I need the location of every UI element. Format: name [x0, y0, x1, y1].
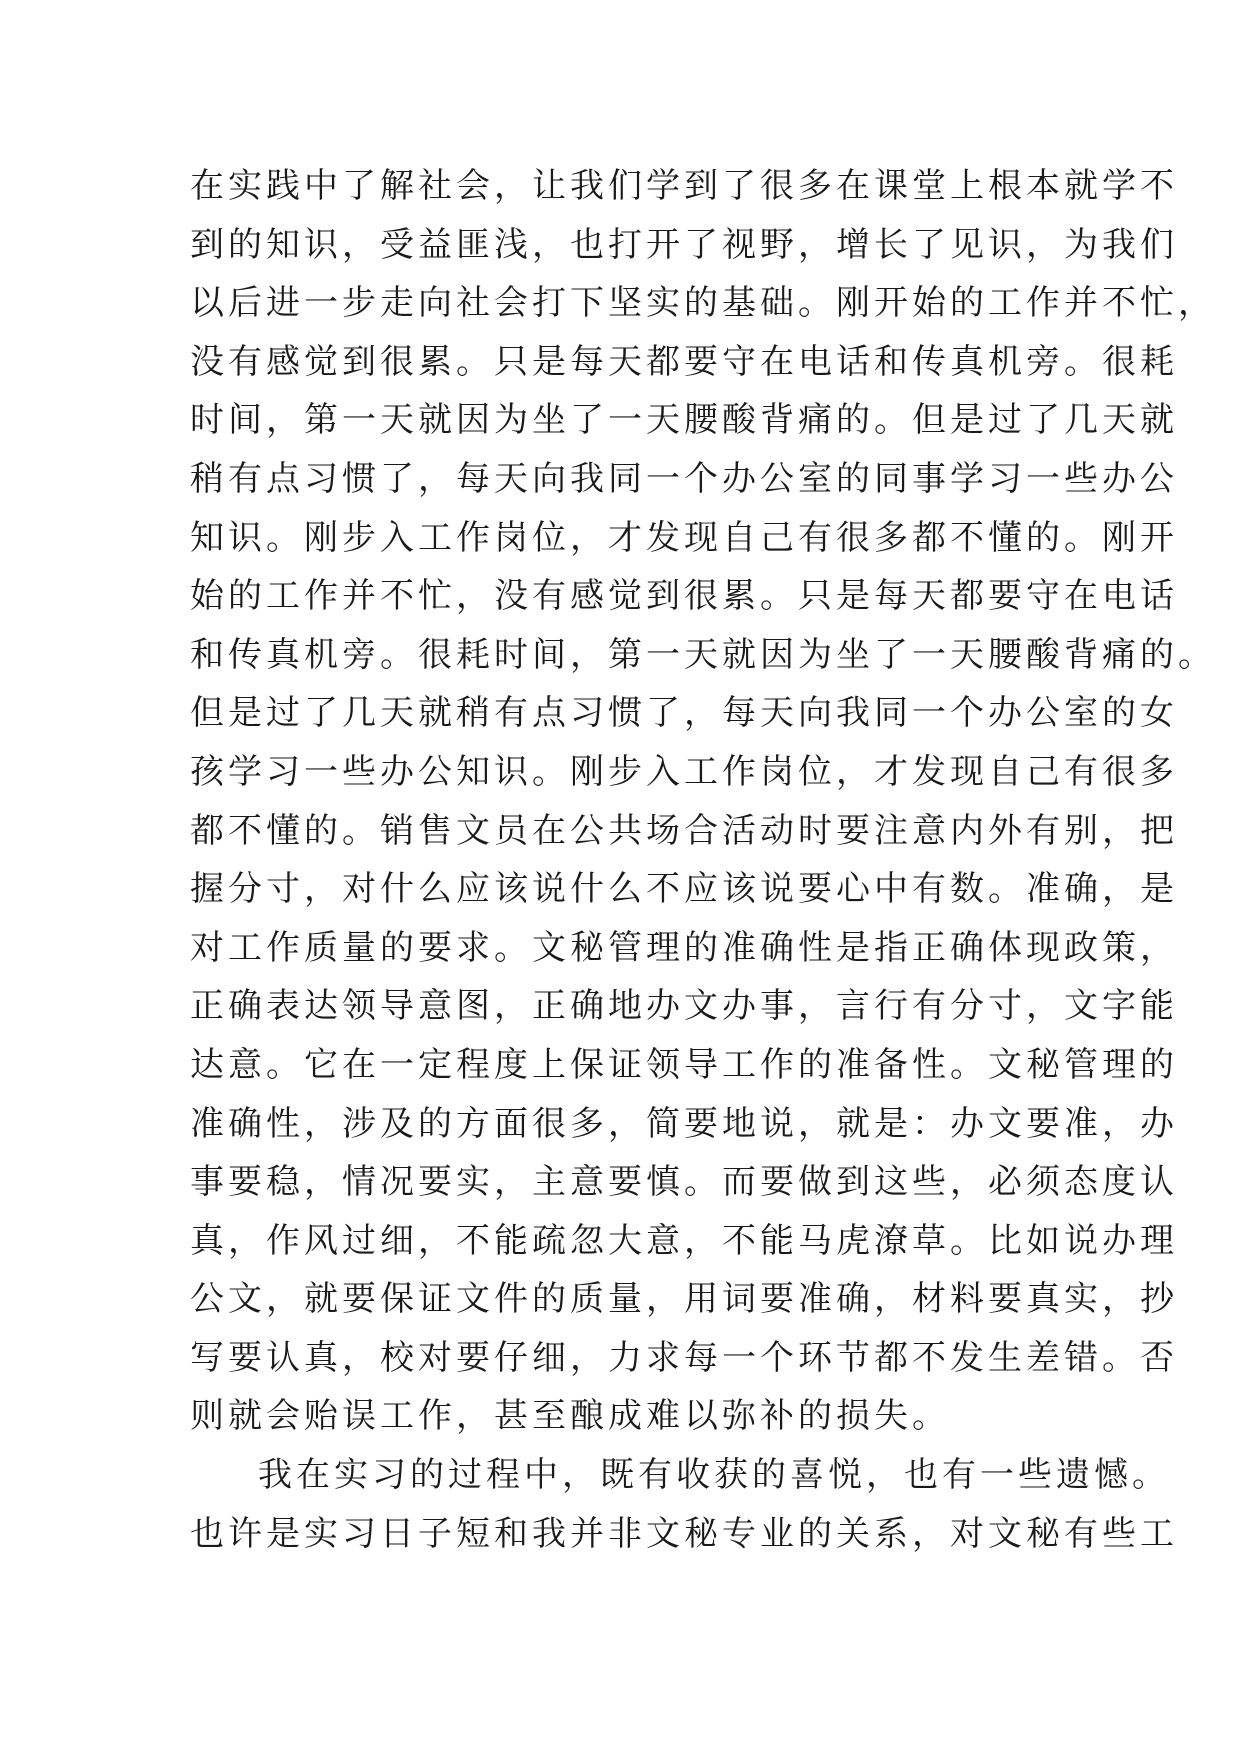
text-line: 公文，就要保证文件的质量，用词要准确，材料要真实，抄	[190, 1279, 1178, 1320]
text-line: 则就会贻误工作，甚至酿成难以弥补的损失。	[190, 1396, 950, 1437]
text-line: 也许是实习日子短和我并非文秘专业的关系，对文秘有些工	[190, 1513, 1178, 1554]
text-line: 到的知识，受益匪浅，也打开了视野，增长了见识，为我们	[190, 224, 1178, 265]
text-line: 孩学习一些办公知识。刚步入工作岗位，才发现自己有很多	[190, 751, 1178, 792]
paragraph-start-line: 我在实习的过程中，既有收获的喜悦，也有一些遗憾。	[258, 1455, 1170, 1496]
text-line: 对工作质量的要求。文秘管理的准确性是指正确体现政策，	[190, 927, 1178, 968]
text-line: 写要认真，校对要仔细，力求每一个环节都不发生差错。否	[190, 1337, 1178, 1378]
text-line: 以后进一步走向社会打下坚实的基础。刚开始的工作并不忙，	[190, 283, 1216, 324]
text-line: 始的工作并不忙，没有感觉到很累。只是每天都要守在电话	[190, 576, 1178, 617]
text-line: 事要稳，情况要实，主意要慎。而要做到这些，必须态度认	[190, 1162, 1178, 1203]
text-line: 时间，第一天就因为坐了一天腰酸背痛的。但是过了几天就	[190, 400, 1178, 441]
text-line: 达意。它在一定程度上保证领导工作的准备性。文秘管理的	[190, 1044, 1178, 1085]
text-line: 在实践中了解社会，让我们学到了很多在课堂上根本就学不	[190, 166, 1178, 206]
text-line: 稍有点习惯了，每天向我同一个办公室的同事学习一些办公	[190, 458, 1178, 499]
text-line: 准确性，涉及的方面很多，简要地说，就是：办文要准，办	[190, 1103, 1178, 1144]
body-text	[190, 157, 1216, 1563]
text-line: 没有感觉到很累。只是每天都要守在电话和传真机旁。很耗	[190, 341, 1178, 382]
text-line: 和传真机旁。很耗时间，第一天就因为坐了一天腰酸背痛的。	[190, 634, 1216, 675]
text-line: 但是过了几天就稍有点习惯了，每天向我同一个办公室的女	[190, 693, 1178, 734]
text-line: 都不懂的。销售文员在公共场合活动时要注意内外有别，把	[190, 810, 1178, 851]
text-line: 握分寸，对什么应该说什么不应该说要心中有数。准确，是	[190, 869, 1178, 910]
text-line: 真，作风过细，不能疏忽大意，不能马虎潦草。比如说办理	[190, 1220, 1178, 1261]
text-line: 知识。刚步入工作岗位，才发现自己有很多都不懂的。刚开	[190, 517, 1178, 558]
text-line: 正确表达领导意图，正确地办文办事，言行有分寸，文字能	[190, 986, 1178, 1027]
